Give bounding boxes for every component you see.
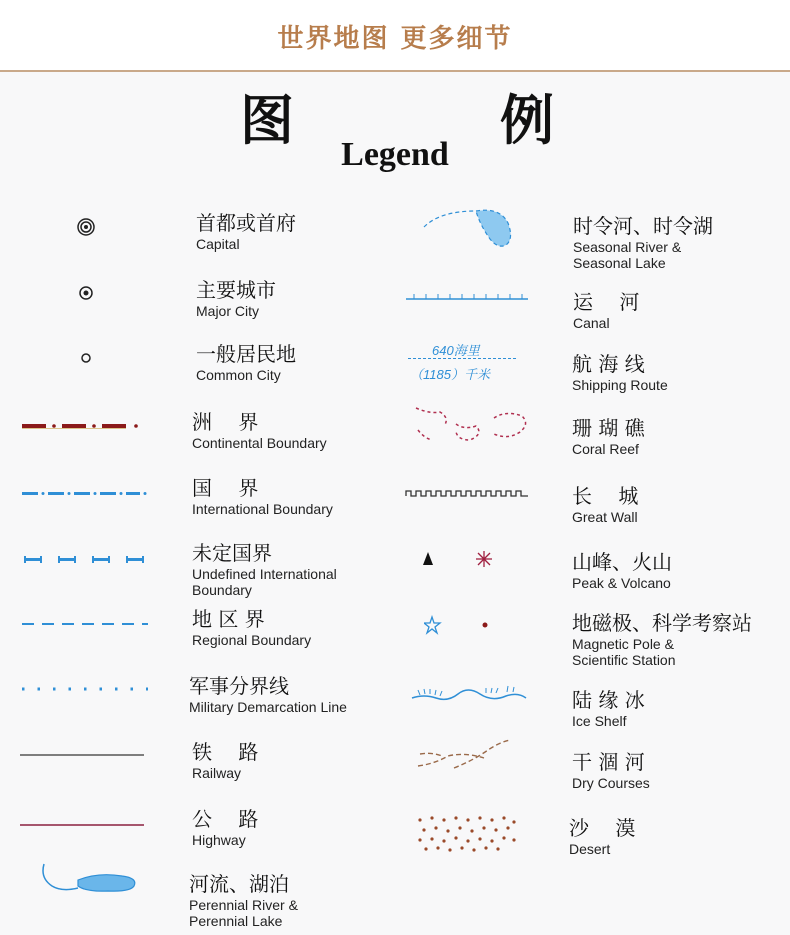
dry-courses-icon [414,738,514,774]
legend-item-cn: 陆 缘 冰 [572,688,645,712]
peak-volcano-icon [420,548,500,570]
legend-item-coral-reef [572,412,645,457]
shipping-distance-km: （1185）千米 [410,367,490,382]
legend-item-en: Seasonal River & Seasonal Lake [573,239,682,271]
legend-item-perennial-river [189,868,319,929]
legend-item-cn: 河流、湖泊 [189,872,289,896]
legend-item-cn: 运 河 [573,290,640,314]
legend-item-cn: 山峰、火山 [572,550,672,574]
legend-item-cn: 洲 界 [192,410,259,434]
legend-title-en: Legend [341,136,449,173]
legend-item-en: Magnetic Pole & Scientific Station [572,636,676,668]
legend-item-ice-shelf [572,684,645,729]
legend-item-dry-courses [572,746,650,791]
legend-item-en: Capital [196,236,240,252]
banner-title: 世界地图 更多细节 [277,24,513,54]
legend-item-cn: 地磁极、科学考察站 [572,611,752,635]
legend-item-highway [192,803,258,848]
legend-item-military-demarcation [189,670,347,715]
legend-item-great-wall [572,480,638,525]
legend-item-capital [196,207,296,252]
legend-item-major-city [196,274,276,319]
great-wall-icon [404,487,530,499]
legend-item-cn: 未定国界 [192,541,272,565]
magnetic-pole-icon [424,617,440,633]
major-city-symbol-icon [76,283,96,303]
shipping-route-symbol [408,340,518,384]
legend-item-cn: 国 界 [192,476,259,500]
legend-item-regional-boundary [192,603,311,648]
legend-item-en: Common City [196,367,281,383]
legend-sheet [0,72,790,935]
seasonal-river-lake-icon [420,205,520,251]
peak-icon [423,552,433,565]
legend-item-international-boundary [192,472,333,517]
legend-item-magnetic-pole [572,607,782,668]
legend-item-en: Highway [192,832,246,848]
coral-reef-icon [410,404,534,446]
capital-symbol-icon [74,216,98,238]
ice-shelf-icon [408,680,530,710]
common-city-symbol-icon [78,350,94,366]
legend-item-seasonal-river [573,210,713,271]
legend-item-canal [573,286,639,331]
legend-item-en: Undefined International Boundary [192,566,337,598]
legend-item-common-city [196,338,296,383]
legend-item-en: Coral Reef [572,441,639,457]
continental-boundary-line-icon [20,419,150,433]
legend-item-en: Dry Courses [572,775,650,791]
legend-item-continental-boundary [192,406,327,451]
military-demarcation-line-icon [20,684,150,694]
legend-item-cn: 首都或首府 [196,211,296,235]
top-banner [0,0,790,72]
legend-item-cn: 一般居民地 [196,342,296,366]
magnetic-pole-station-icon [424,615,496,635]
legend-item-cn: 时令河、时令湖 [573,214,713,238]
scientific-station-icon [483,623,488,628]
international-boundary-line-icon [20,487,150,499]
legend-item-en: Canal [573,315,610,331]
legend-item-en: Peak & Volcano [572,575,671,591]
volcano-icon [476,551,492,567]
legend-item-en: International Boundary [192,501,333,517]
legend-item-en: Ice Shelf [572,713,627,729]
legend-item-desert [569,812,635,857]
desert-dots-icon [414,812,520,854]
undefined-boundary-line-icon [20,553,150,565]
legend-item-cn: 公 路 [192,807,259,831]
legend-item-en: Perennial River & Perennial Lake [189,897,298,929]
legend-item-cn: 地 区 界 [192,607,265,631]
legend-item-en: Major City [196,303,260,319]
canal-line-icon [404,291,530,303]
legend-item-en: Continental Boundary [192,435,327,451]
legend-item-en: Railway [192,765,242,781]
legend-item-en: Desert [569,841,611,857]
legend-item-cn: 航 海 线 [572,352,645,376]
perennial-river-lake-icon [38,860,142,900]
railway-line-icon [18,751,146,759]
legend-item-cn: 主要城市 [196,278,276,302]
legend-item-cn: 珊 瑚 礁 [572,416,645,440]
regional-boundary-line-icon [20,619,150,629]
shipping-distance-nm: 640海里 [432,343,480,358]
legend-item-railway [192,736,258,781]
legend-item-en: Great Wall [572,509,638,525]
legend-title-cn-left: 图 [240,88,294,152]
legend-item-cn: 沙 漠 [569,816,636,840]
legend-item-peak-volcano [572,546,672,591]
legend-title-cn-right: 例 [500,88,554,152]
legend-item-undefined-boundary [192,537,372,598]
legend-item-cn: 军事分界线 [189,674,289,698]
legend-item-shipping-route [572,348,668,393]
highway-line-icon [18,821,146,829]
legend-item-en: Shipping Route [572,377,668,393]
legend-item-cn: 干 涸 河 [572,750,645,774]
shipping-route-line [408,358,516,359]
legend-item-cn: 铁 路 [192,740,259,764]
legend-item-cn: 长 城 [572,484,639,508]
legend-item-en: Military Demarcation Line [189,699,347,715]
legend-item-en: Regional Boundary [192,632,312,648]
